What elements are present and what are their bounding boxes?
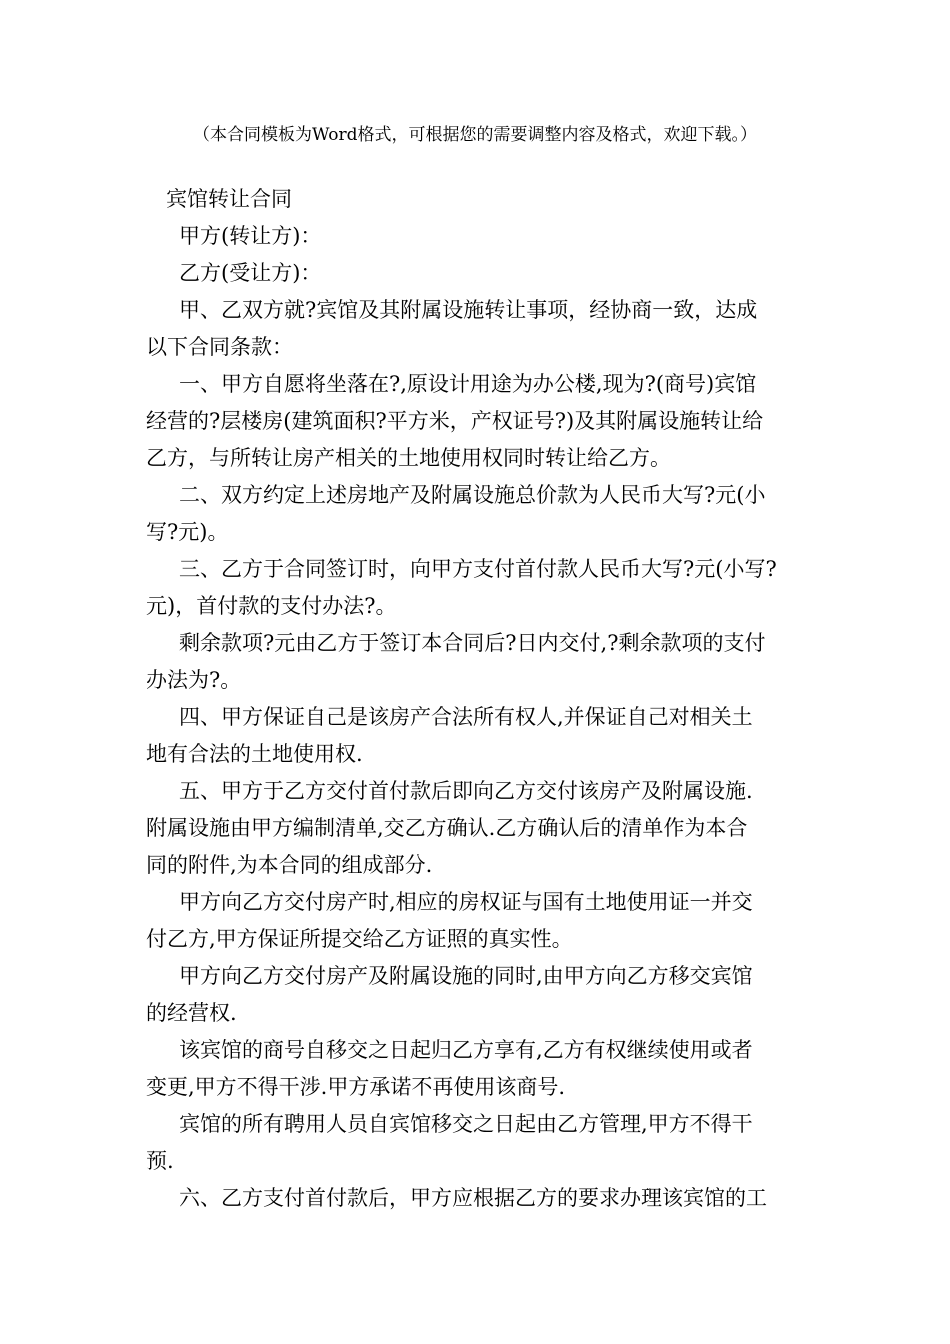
paragraph-line: 地有合法的土地使用权. [146,742,363,766]
contract-paragraph [146,884,806,958]
paragraph-line: 四、甲方保证自己是该房产合法所有权人,并保证自己对相关土 [179,705,753,729]
paragraph-list [146,218,806,1217]
paragraph-line: 甲方(转让方)： [179,224,322,248]
paragraph-line: 同的附件,为本合同的组成部分. [146,853,433,877]
paragraph-line: 的经营权. [146,1001,237,1025]
contract-paragraph [146,699,806,773]
contract-paragraph [146,551,806,625]
paragraph-line: 以下合同条款： [146,335,293,359]
paragraph-line: 一、甲方自愿将坐落在?,原设计用途为办公楼,现为?(商号)宾馆 [179,372,757,396]
contract-paragraph [146,366,806,477]
paragraph-line: 该宾馆的商号自移交之日起归乙方享有,乙方有权继续使用或者 [179,1038,753,1062]
contract-paragraph [146,625,806,699]
paragraph-line: 元)，首付款的支付办法?。 [146,594,397,618]
contract-paragraph [146,218,806,255]
paragraph-line: 变更,甲方不得干涉.甲方承诺不再使用该商号. [146,1075,566,1099]
paragraph-line: 办法为?。 [146,668,242,692]
paragraph-line: 写?元)。 [146,520,229,544]
document-title: 宾馆转让合同 [166,187,292,211]
contract-paragraph [146,477,806,551]
document-body [146,181,806,1217]
contract-paragraph [146,1032,806,1106]
paragraph-line: 乙方(受让方)： [179,261,322,285]
contract-paragraph [146,958,806,1032]
contract-paragraph [146,255,806,292]
paragraph-line: 五、甲方于乙方交付首付款后即向乙方交付该房产及附属设施. [179,779,753,803]
contract-paragraph [146,773,806,884]
template-note: （本合同模板为Word格式，可根据您的需要调整内容及格式，欢迎下载。） [192,125,758,145]
paragraph-line: 宾馆的所有聘用人员自宾馆移交之日起由乙方管理,甲方不得干 [179,1112,753,1136]
paragraph-line: 三、乙方于合同签订时，向甲方支付首付款人民币大写?元(小写? [179,557,777,581]
paragraph-line: 六、乙方支付首付款后，甲方应根据乙方的要求办理该宾馆的工 [179,1186,767,1210]
paragraph-line: 经营的?层楼房(建筑面积?平方米，产权证号?)及其附属设施转让给 [146,409,764,433]
paragraph-line: 乙方，与所转让房产相关的土地使用权同时转让给乙方。 [146,446,671,470]
paragraph-line: 付乙方,甲方保证所提交给乙方证照的真实性。 [146,927,573,951]
paragraph-line: 甲方向乙方交付房产及附属设施的同时,由甲方向乙方移交宾馆 [179,964,753,988]
paragraph-line: 附属设施由甲方编制清单,交乙方确认.乙方确认后的清单作为本合 [146,816,748,840]
contract-paragraph [146,292,806,366]
contract-paragraph [146,1106,806,1180]
paragraph-line: 甲、乙双方就?宾馆及其附属设施转让事项，经协商一致，达成 [179,298,758,322]
paragraph-line: 预. [146,1149,174,1173]
paragraph-line: 剩余款项?元由乙方于签订本合同后?日内交付,?剩余款项的支付 [179,631,766,655]
paragraph-line: 二、双方约定上述房地产及附属设施总价款为人民币大写?元(小 [179,483,766,507]
paragraph-line: 甲方向乙方交付房产时,相应的房权证与国有土地使用证一并交 [179,890,753,914]
contract-paragraph [146,1180,806,1217]
